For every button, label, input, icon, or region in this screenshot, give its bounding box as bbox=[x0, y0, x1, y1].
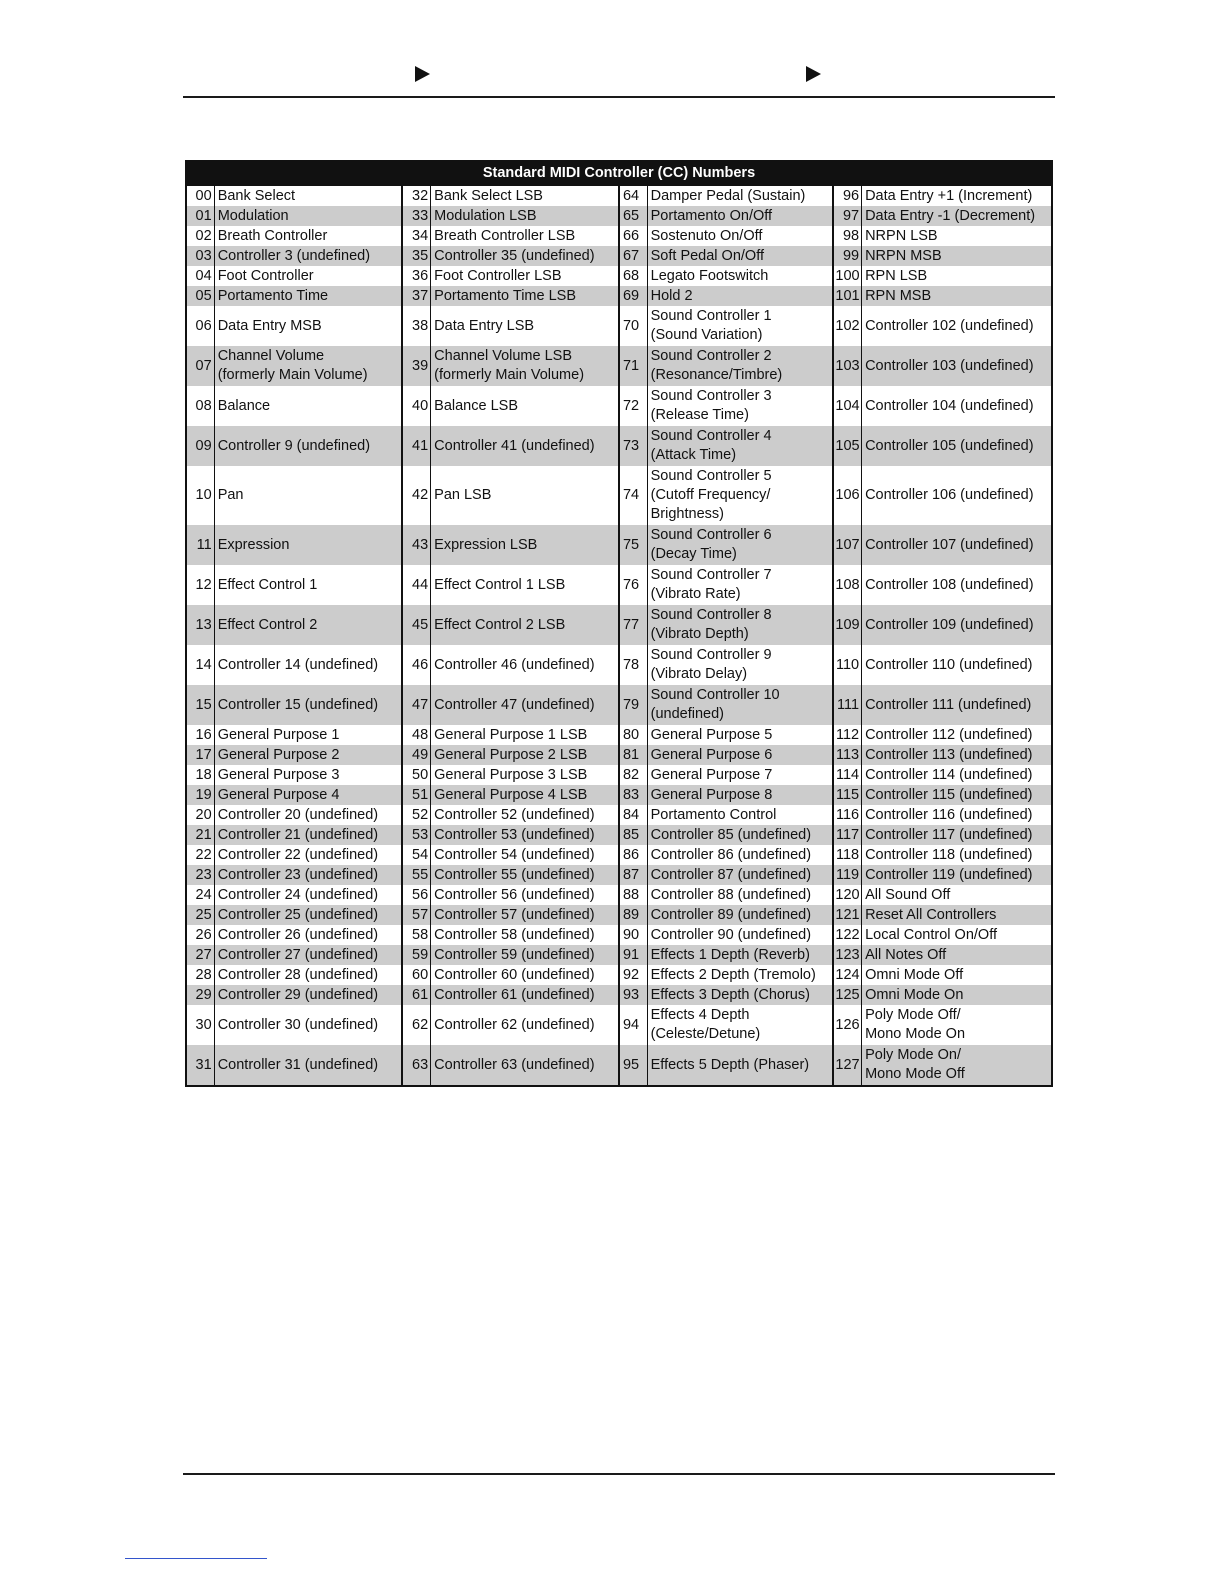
cc-number: 28 bbox=[186, 965, 214, 985]
cc-name: General Purpose 3 LSB bbox=[431, 765, 619, 785]
cc-number: 102 bbox=[833, 306, 861, 346]
table-row bbox=[186, 905, 1052, 925]
cc-name: Sound Controller 6 (Decay Time) bbox=[647, 525, 833, 565]
cc-number: 55 bbox=[402, 865, 430, 885]
cc-name: Controller 111 (undefined) bbox=[862, 685, 1052, 725]
cc-name: Controller 15 (undefined) bbox=[214, 685, 402, 725]
cc-name: Controller 117 (undefined) bbox=[862, 825, 1052, 845]
cc-number: 22 bbox=[186, 845, 214, 865]
cc-name: Controller 108 (undefined) bbox=[862, 565, 1052, 605]
cc-number: 64 bbox=[619, 186, 647, 207]
cc-number: 112 bbox=[833, 725, 861, 745]
cc-number: 75 bbox=[619, 525, 647, 565]
page-header bbox=[183, 58, 1055, 98]
cc-number: 99 bbox=[833, 246, 861, 266]
cc-number: 109 bbox=[833, 605, 861, 645]
cc-name: General Purpose 8 bbox=[647, 785, 833, 805]
cc-number: 25 bbox=[186, 905, 214, 925]
cc-number: 45 bbox=[402, 605, 430, 645]
table-row bbox=[186, 306, 1052, 346]
cc-number: 34 bbox=[402, 226, 430, 246]
cc-number: 05 bbox=[186, 286, 214, 306]
cc-number: 110 bbox=[833, 645, 861, 685]
page-footer-rule bbox=[183, 1473, 1055, 1475]
table-body bbox=[186, 186, 1052, 1087]
cc-name: General Purpose 1 LSB bbox=[431, 725, 619, 745]
cc-number: 04 bbox=[186, 266, 214, 286]
cc-number: 108 bbox=[833, 565, 861, 605]
right-arrow-icon bbox=[806, 66, 821, 82]
cc-name: Controller 26 (undefined) bbox=[214, 925, 402, 945]
table-row bbox=[186, 845, 1052, 865]
cc-name: Omni Mode On bbox=[862, 985, 1052, 1005]
cc-name: Breath Controller bbox=[214, 226, 402, 246]
cc-name: Breath Controller LSB bbox=[431, 226, 619, 246]
table-row bbox=[186, 885, 1052, 905]
cc-number: 101 bbox=[833, 286, 861, 306]
cc-name: Effect Control 1 LSB bbox=[431, 565, 619, 605]
cc-name: All Notes Off bbox=[862, 945, 1052, 965]
cc-number: 76 bbox=[619, 565, 647, 605]
cc-name: Controller 86 (undefined) bbox=[647, 845, 833, 865]
cc-number: 81 bbox=[619, 745, 647, 765]
cc-number: 82 bbox=[619, 765, 647, 785]
cc-name: Omni Mode Off bbox=[862, 965, 1052, 985]
cc-name: Controller 85 (undefined) bbox=[647, 825, 833, 845]
cc-name: Controller 53 (undefined) bbox=[431, 825, 619, 845]
table-row bbox=[186, 925, 1052, 945]
cc-name: Expression LSB bbox=[431, 525, 619, 565]
cc-number: 103 bbox=[833, 346, 861, 386]
cc-name: Channel Volume (formerly Main Volume) bbox=[214, 346, 402, 386]
cc-number: 46 bbox=[402, 645, 430, 685]
table-row bbox=[186, 286, 1052, 306]
cc-name: All Sound Off bbox=[862, 885, 1052, 905]
table-row bbox=[186, 266, 1052, 286]
cc-name: Data Entry MSB bbox=[214, 306, 402, 346]
cc-name: Data Entry -1 (Decrement) bbox=[862, 206, 1052, 226]
cc-name: General Purpose 2 bbox=[214, 745, 402, 765]
cc-number: 35 bbox=[402, 246, 430, 266]
cc-name: Controller 112 (undefined) bbox=[862, 725, 1052, 745]
cc-number: 79 bbox=[619, 685, 647, 725]
cc-name: RPN LSB bbox=[862, 266, 1052, 286]
cc-name: Sound Controller 1 (Sound Variation) bbox=[647, 306, 833, 346]
cc-name: Balance LSB bbox=[431, 386, 619, 426]
cc-number: 69 bbox=[619, 286, 647, 306]
right-arrow-icon bbox=[415, 66, 430, 82]
cc-number: 63 bbox=[402, 1045, 430, 1086]
cc-number: 52 bbox=[402, 805, 430, 825]
cc-name: Poly Mode On/ Mono Mode Off bbox=[862, 1045, 1052, 1086]
cc-number: 96 bbox=[833, 186, 861, 207]
table-row bbox=[186, 246, 1052, 266]
cc-name: Effects 2 Depth (Tremolo) bbox=[647, 965, 833, 985]
cc-name: Controller 25 (undefined) bbox=[214, 905, 402, 925]
cc-name: Foot Controller LSB bbox=[431, 266, 619, 286]
cc-number: 77 bbox=[619, 605, 647, 645]
cc-name: General Purpose 6 bbox=[647, 745, 833, 765]
cc-name: Poly Mode Off/ Mono Mode On bbox=[862, 1005, 1052, 1045]
cc-number: 66 bbox=[619, 226, 647, 246]
cc-name: Damper Pedal (Sustain) bbox=[647, 186, 833, 207]
cc-name: Controller 106 (undefined) bbox=[862, 466, 1052, 525]
cc-number: 100 bbox=[833, 266, 861, 286]
cc-number: 60 bbox=[402, 965, 430, 985]
cc-name: General Purpose 1 bbox=[214, 725, 402, 745]
table-row bbox=[186, 426, 1052, 466]
cc-name: Controller 87 (undefined) bbox=[647, 865, 833, 885]
cc-name: Sound Controller 8 (Vibrato Depth) bbox=[647, 605, 833, 645]
table-row bbox=[186, 765, 1052, 785]
cc-name: Controller 109 (undefined) bbox=[862, 605, 1052, 645]
cc-name: Reset All Controllers bbox=[862, 905, 1052, 925]
table-row bbox=[186, 1045, 1052, 1086]
cc-name: Sound Controller 7 (Vibrato Rate) bbox=[647, 565, 833, 605]
cc-number: 87 bbox=[619, 865, 647, 885]
table-row bbox=[186, 525, 1052, 565]
table-row bbox=[186, 386, 1052, 426]
cc-number: 104 bbox=[833, 386, 861, 426]
cc-name: Controller 30 (undefined) bbox=[214, 1005, 402, 1045]
cc-number: 38 bbox=[402, 306, 430, 346]
cc-name: Effect Control 1 bbox=[214, 565, 402, 605]
cc-number: 07 bbox=[186, 346, 214, 386]
cc-name: Controller 110 (undefined) bbox=[862, 645, 1052, 685]
cc-number: 92 bbox=[619, 965, 647, 985]
cc-number: 21 bbox=[186, 825, 214, 845]
cc-number: 00 bbox=[186, 186, 214, 207]
cc-number: 61 bbox=[402, 985, 430, 1005]
cc-number: 72 bbox=[619, 386, 647, 426]
cc-name: Controller 20 (undefined) bbox=[214, 805, 402, 825]
cc-number: 06 bbox=[186, 306, 214, 346]
cc-number: 50 bbox=[402, 765, 430, 785]
cc-number: 125 bbox=[833, 985, 861, 1005]
cc-name: Effects 1 Depth (Reverb) bbox=[647, 945, 833, 965]
cc-name: Controller 28 (undefined) bbox=[214, 965, 402, 985]
cc-name: Data Entry +1 (Increment) bbox=[862, 186, 1052, 207]
cc-name: Controller 118 (undefined) bbox=[862, 845, 1052, 865]
cc-name: RPN MSB bbox=[862, 286, 1052, 306]
cc-number: 11 bbox=[186, 525, 214, 565]
table-row bbox=[186, 805, 1052, 825]
cc-number: 107 bbox=[833, 525, 861, 565]
cc-name: Balance bbox=[214, 386, 402, 426]
cc-name: Controller 115 (undefined) bbox=[862, 785, 1052, 805]
cc-number: 71 bbox=[619, 346, 647, 386]
cc-number: 51 bbox=[402, 785, 430, 805]
cc-name: Controller 3 (undefined) bbox=[214, 246, 402, 266]
cc-number: 41 bbox=[402, 426, 430, 466]
cc-number: 15 bbox=[186, 685, 214, 725]
table-row bbox=[186, 226, 1052, 246]
cc-number: 53 bbox=[402, 825, 430, 845]
cc-name: Controller 104 (undefined) bbox=[862, 386, 1052, 426]
cc-number: 33 bbox=[402, 206, 430, 226]
cc-number: 17 bbox=[186, 745, 214, 765]
table-row bbox=[186, 565, 1052, 605]
table-row bbox=[186, 965, 1052, 985]
cc-name: Sound Controller 3 (Release Time) bbox=[647, 386, 833, 426]
cc-name: Controller 55 (undefined) bbox=[431, 865, 619, 885]
cc-name: General Purpose 5 bbox=[647, 725, 833, 745]
cc-name: Controller 89 (undefined) bbox=[647, 905, 833, 925]
table-row bbox=[186, 825, 1052, 845]
cc-number: 117 bbox=[833, 825, 861, 845]
cc-name: Controller 22 (undefined) bbox=[214, 845, 402, 865]
cc-name: Data Entry LSB bbox=[431, 306, 619, 346]
midi-cc-table bbox=[185, 160, 1053, 1087]
cc-number: 18 bbox=[186, 765, 214, 785]
table-row bbox=[186, 605, 1052, 645]
cc-number: 118 bbox=[833, 845, 861, 865]
cc-number: 89 bbox=[619, 905, 647, 925]
cc-name: Controller 35 (undefined) bbox=[431, 246, 619, 266]
cc-name: Sound Controller 4 (Attack Time) bbox=[647, 426, 833, 466]
cc-name: Controller 61 (undefined) bbox=[431, 985, 619, 1005]
table-row bbox=[186, 745, 1052, 765]
cc-name: Pan LSB bbox=[431, 466, 619, 525]
cc-name: Controller 52 (undefined) bbox=[431, 805, 619, 825]
cc-name: Controller 119 (undefined) bbox=[862, 865, 1052, 885]
cc-name: General Purpose 4 bbox=[214, 785, 402, 805]
cc-number: 32 bbox=[402, 186, 430, 207]
cc-number: 37 bbox=[402, 286, 430, 306]
cc-name: Effect Control 2 LSB bbox=[431, 605, 619, 645]
cc-number: 14 bbox=[186, 645, 214, 685]
cc-name: Controller 59 (undefined) bbox=[431, 945, 619, 965]
cc-number: 31 bbox=[186, 1045, 214, 1086]
cc-name: Sostenuto On/Off bbox=[647, 226, 833, 246]
cc-name: Modulation LSB bbox=[431, 206, 619, 226]
cc-name: Modulation bbox=[214, 206, 402, 226]
cc-name: Local Control On/Off bbox=[862, 925, 1052, 945]
cc-name: Effects 5 Depth (Phaser) bbox=[647, 1045, 833, 1086]
cc-number: 57 bbox=[402, 905, 430, 925]
cc-number: 54 bbox=[402, 845, 430, 865]
cc-name: Controller 58 (undefined) bbox=[431, 925, 619, 945]
cc-name: Controller 107 (undefined) bbox=[862, 525, 1052, 565]
cc-name: Portamento Time LSB bbox=[431, 286, 619, 306]
cc-number: 95 bbox=[619, 1045, 647, 1086]
cc-name: Legato Footswitch bbox=[647, 266, 833, 286]
cc-name: Controller 90 (undefined) bbox=[647, 925, 833, 945]
cc-number: 36 bbox=[402, 266, 430, 286]
cc-number: 12 bbox=[186, 565, 214, 605]
cc-name: Controller 105 (undefined) bbox=[862, 426, 1052, 466]
table-row bbox=[186, 645, 1052, 685]
cc-name: Pan bbox=[214, 466, 402, 525]
cc-name: Controller 103 (undefined) bbox=[862, 346, 1052, 386]
cc-number: 73 bbox=[619, 426, 647, 466]
cc-number: 85 bbox=[619, 825, 647, 845]
cc-number: 122 bbox=[833, 925, 861, 945]
cc-number: 65 bbox=[619, 206, 647, 226]
table-row bbox=[186, 466, 1052, 525]
table-row bbox=[186, 346, 1052, 386]
cc-number: 16 bbox=[186, 725, 214, 745]
cc-name: Effects 3 Depth (Chorus) bbox=[647, 985, 833, 1005]
cc-number: 90 bbox=[619, 925, 647, 945]
cc-name: Effect Control 2 bbox=[214, 605, 402, 645]
cc-number: 111 bbox=[833, 685, 861, 725]
cc-number: 20 bbox=[186, 805, 214, 825]
cc-number: 105 bbox=[833, 426, 861, 466]
cc-number: 93 bbox=[619, 985, 647, 1005]
cc-name: Controller 9 (undefined) bbox=[214, 426, 402, 466]
table-row bbox=[186, 865, 1052, 885]
table-row bbox=[186, 1005, 1052, 1045]
cc-name: Controller 24 (undefined) bbox=[214, 885, 402, 905]
cc-name: Controller 113 (undefined) bbox=[862, 745, 1052, 765]
cc-name: Controller 46 (undefined) bbox=[431, 645, 619, 685]
cc-number: 01 bbox=[186, 206, 214, 226]
cc-name: Controller 23 (undefined) bbox=[214, 865, 402, 885]
cc-name: Effects 4 Depth (Celeste/Detune) bbox=[647, 1005, 833, 1045]
cc-name: NRPN LSB bbox=[862, 226, 1052, 246]
cc-number: 123 bbox=[833, 945, 861, 965]
cc-number: 113 bbox=[833, 745, 861, 765]
cc-name: Controller 114 (undefined) bbox=[862, 765, 1052, 785]
cc-number: 74 bbox=[619, 466, 647, 525]
cc-number: 43 bbox=[402, 525, 430, 565]
cc-name: Bank Select bbox=[214, 186, 402, 207]
cc-name: Portamento Time bbox=[214, 286, 402, 306]
cc-number: 67 bbox=[619, 246, 647, 266]
cc-number: 27 bbox=[186, 945, 214, 965]
cc-number: 86 bbox=[619, 845, 647, 865]
cc-number: 58 bbox=[402, 925, 430, 945]
cc-name: General Purpose 4 LSB bbox=[431, 785, 619, 805]
cc-name: Controller 63 (undefined) bbox=[431, 1045, 619, 1086]
footer-link-underline bbox=[125, 1558, 267, 1559]
cc-number: 127 bbox=[833, 1045, 861, 1086]
cc-name: General Purpose 7 bbox=[647, 765, 833, 785]
cc-number: 121 bbox=[833, 905, 861, 925]
cc-name: Soft Pedal On/Off bbox=[647, 246, 833, 266]
cc-number: 78 bbox=[619, 645, 647, 685]
cc-number: 68 bbox=[619, 266, 647, 286]
cc-name: Controller 56 (undefined) bbox=[431, 885, 619, 905]
cc-name: Sound Controller 5 (Cutoff Frequency/ Brightness) bbox=[647, 466, 833, 525]
cc-number: 44 bbox=[402, 565, 430, 605]
cc-name: Controller 47 (undefined) bbox=[431, 685, 619, 725]
cc-name: Controller 14 (undefined) bbox=[214, 645, 402, 685]
cc-number: 02 bbox=[186, 226, 214, 246]
cc-number: 116 bbox=[833, 805, 861, 825]
cc-number: 59 bbox=[402, 945, 430, 965]
table-row bbox=[186, 685, 1052, 725]
cc-number: 56 bbox=[402, 885, 430, 905]
cc-number: 91 bbox=[619, 945, 647, 965]
cc-name: Controller 27 (undefined) bbox=[214, 945, 402, 965]
cc-name: Controller 21 (undefined) bbox=[214, 825, 402, 845]
cc-number: 48 bbox=[402, 725, 430, 745]
cc-number: 84 bbox=[619, 805, 647, 825]
cc-number: 83 bbox=[619, 785, 647, 805]
table-row bbox=[186, 206, 1052, 226]
cc-number: 70 bbox=[619, 306, 647, 346]
cc-name: Foot Controller bbox=[214, 266, 402, 286]
cc-number: 29 bbox=[186, 985, 214, 1005]
cc-number: 42 bbox=[402, 466, 430, 525]
cc-number: 09 bbox=[186, 426, 214, 466]
cc-name: Hold 2 bbox=[647, 286, 833, 306]
cc-number: 124 bbox=[833, 965, 861, 985]
cc-number: 126 bbox=[833, 1005, 861, 1045]
cc-number: 24 bbox=[186, 885, 214, 905]
cc-number: 03 bbox=[186, 246, 214, 266]
cc-name: Controller 88 (undefined) bbox=[647, 885, 833, 905]
cc-number: 23 bbox=[186, 865, 214, 885]
table-title: Standard MIDI Controller (CC) Numbers bbox=[186, 161, 1052, 186]
table-row bbox=[186, 785, 1052, 805]
cc-number: 114 bbox=[833, 765, 861, 785]
cc-name: Sound Controller 9 (Vibrato Delay) bbox=[647, 645, 833, 685]
cc-number: 88 bbox=[619, 885, 647, 905]
cc-number: 94 bbox=[619, 1005, 647, 1045]
cc-number: 80 bbox=[619, 725, 647, 745]
cc-number: 97 bbox=[833, 206, 861, 226]
cc-name: Controller 54 (undefined) bbox=[431, 845, 619, 865]
cc-number: 39 bbox=[402, 346, 430, 386]
cc-name: Controller 102 (undefined) bbox=[862, 306, 1052, 346]
cc-number: 19 bbox=[186, 785, 214, 805]
cc-name: Portamento On/Off bbox=[647, 206, 833, 226]
cc-number: 40 bbox=[402, 386, 430, 426]
cc-number: 30 bbox=[186, 1005, 214, 1045]
cc-number: 98 bbox=[833, 226, 861, 246]
cc-number: 47 bbox=[402, 685, 430, 725]
cc-name: Sound Controller 2 (Resonance/Timbre) bbox=[647, 346, 833, 386]
cc-name: Controller 41 (undefined) bbox=[431, 426, 619, 466]
cc-name: Controller 57 (undefined) bbox=[431, 905, 619, 925]
table-row bbox=[186, 985, 1052, 1005]
cc-number: 119 bbox=[833, 865, 861, 885]
table-row bbox=[186, 725, 1052, 745]
cc-number: 49 bbox=[402, 745, 430, 765]
cc-name: NRPN MSB bbox=[862, 246, 1052, 266]
cc-number: 115 bbox=[833, 785, 861, 805]
cc-number: 10 bbox=[186, 466, 214, 525]
cc-number: 26 bbox=[186, 925, 214, 945]
cc-name: Expression bbox=[214, 525, 402, 565]
table-row bbox=[186, 945, 1052, 965]
table-row bbox=[186, 186, 1052, 207]
cc-number: 13 bbox=[186, 605, 214, 645]
cc-name: Channel Volume LSB (formerly Main Volume) bbox=[431, 346, 619, 386]
cc-name: Bank Select LSB bbox=[431, 186, 619, 207]
cc-number: 120 bbox=[833, 885, 861, 905]
cc-name: General Purpose 2 LSB bbox=[431, 745, 619, 765]
cc-name: Sound Controller 10 (undefined) bbox=[647, 685, 833, 725]
cc-name: Controller 60 (undefined) bbox=[431, 965, 619, 985]
cc-number: 106 bbox=[833, 466, 861, 525]
cc-name: Controller 116 (undefined) bbox=[862, 805, 1052, 825]
cc-name: Portamento Control bbox=[647, 805, 833, 825]
cc-name: Controller 29 (undefined) bbox=[214, 985, 402, 1005]
cc-number: 62 bbox=[402, 1005, 430, 1045]
cc-number: 08 bbox=[186, 386, 214, 426]
cc-name: Controller 31 (undefined) bbox=[214, 1045, 402, 1086]
cc-name: Controller 62 (undefined) bbox=[431, 1005, 619, 1045]
cc-name: General Purpose 3 bbox=[214, 765, 402, 785]
